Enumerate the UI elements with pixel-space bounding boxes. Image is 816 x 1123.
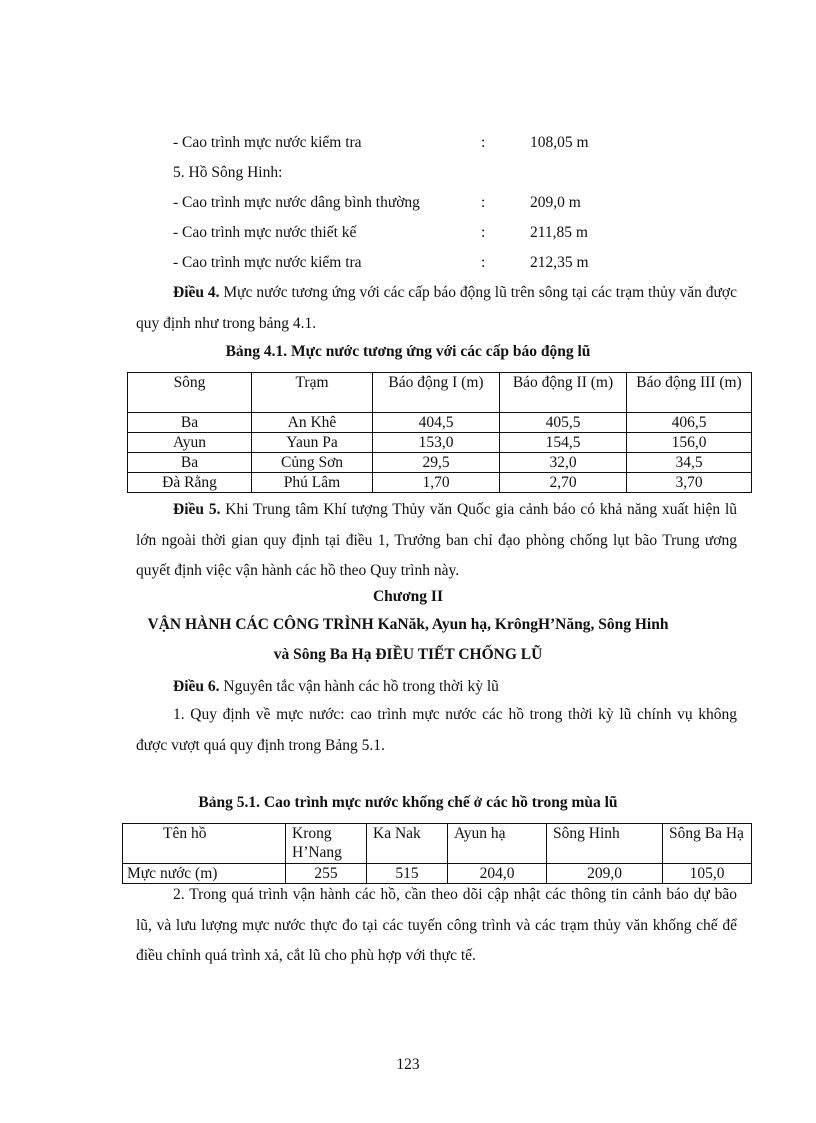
spec-value: 209,0 m — [530, 194, 581, 211]
spec-value: 108,05 m — [530, 134, 589, 151]
item2-paragraph: 2. Trong quá trình vận hành các hồ, cần theo dõi cập nhật các thông tin cảnh báo dự bão lũ, và lưu lượng mực nước thực đo tại các tuyến công trình và các trạm thủy văn khống chế để điều chỉnh quá trình xả, cắt lũ cho phù hợp với thực tế. — [136, 886, 737, 964]
table-row — [128, 433, 752, 453]
chapter-heading-line1: VẬN HÀNH CÁC CÔNG TRÌNH KaNăk, Ayun hạ, KrôngH’Năng, Sông Hinh — [147, 616, 669, 633]
section-heading: 5. Hồ Sông Hinh: — [173, 164, 283, 181]
table-cell: 3,70 — [627, 473, 752, 493]
spec-value: 211,85 m — [530, 224, 588, 241]
dieu6-text: Nguyên tắc vận hành các hồ trong thời kỳ lũ — [219, 678, 499, 695]
header-cell: Ka Nak — [367, 824, 448, 864]
header-cell: Trạm — [252, 373, 373, 413]
table-header-row — [123, 824, 752, 864]
table51-caption: Bảng 5.1. Cao trình mực nước khống chế ở các hồ trong mùa lũ — [198, 794, 618, 811]
table-cell: 29,5 — [373, 453, 500, 473]
header-cell: Báo động I (m) — [373, 373, 500, 413]
table-row — [128, 413, 752, 433]
page-number: 123 — [396, 1056, 420, 1073]
table-5-1 — [122, 823, 752, 884]
dieu4-text: Mực nước tương ứng với các cấp báo động lũ trên sông tại các trạm thủy văn được quy định như trong bảng 4.1. — [136, 284, 737, 332]
table-header-row — [128, 373, 752, 413]
header-cell: Sông — [128, 373, 252, 413]
table-cell: 2,70 — [500, 473, 627, 493]
chapter-title: Chương II — [372, 588, 443, 605]
table-row — [128, 453, 752, 473]
table-cell: 153,0 — [373, 433, 500, 453]
header-cell: Tên hồ — [123, 824, 286, 864]
header-cell: Sông Hinh — [547, 824, 663, 864]
table-cell: 515 — [367, 864, 448, 884]
spec-colon: : — [481, 254, 486, 271]
dieu5-title: Điều 5. — [173, 501, 221, 518]
table-4-1 — [127, 372, 752, 493]
spec-colon: : — [481, 224, 486, 241]
row-label: Mực nước (m) — [123, 864, 286, 884]
table-cell: 404,5 — [373, 413, 500, 433]
header-cell: Báo động II (m) — [500, 373, 627, 413]
table-cell: 105,0 — [663, 864, 752, 884]
spec-label: - Cao trình mực nước kiểm tra — [173, 134, 362, 151]
spec-value: 212,35 m — [530, 254, 589, 271]
header-cell: Sông Ba Hạ — [663, 824, 752, 864]
dieu6-heading — [173, 677, 499, 697]
spec-colon: : — [481, 194, 486, 211]
table-cell: 154,5 — [500, 433, 627, 453]
header-cell: Ayun hạ — [448, 824, 547, 864]
dieu4-paragraph — [136, 278, 737, 339]
table-cell: Yaun Pa — [252, 433, 373, 453]
dieu6-title: Điều 6. — [173, 678, 220, 695]
table-cell: 209,0 — [547, 864, 663, 884]
table-cell: Phú Lâm — [252, 473, 373, 493]
spec-label: - Cao trình mực nước kiểm tra — [173, 254, 362, 271]
table-cell: Ayun — [128, 433, 252, 453]
table41-caption: Bảng 4.1. Mực nước tương ứng với các cấp báo động lũ — [225, 343, 591, 360]
spec-colon: : — [481, 134, 486, 151]
table-cell: 1,70 — [373, 473, 500, 493]
table-cell: Củng Sơn — [252, 453, 373, 473]
header-cell: Krong H’Nang — [286, 824, 367, 864]
spec-label: - Cao trình mực nước dâng bình thường — [173, 194, 420, 211]
table-cell: 406,5 — [627, 413, 752, 433]
spec-label: - Cao trình mực nước thiết kế — [173, 224, 357, 241]
table-cell: 405,5 — [500, 413, 627, 433]
dieu5-paragraph — [136, 495, 737, 587]
table-row — [128, 473, 752, 493]
dieu5-text: Khi Trung tâm Khí tượng Thủy văn Quốc gia cảnh báo có khả năng xuất hiện lũ lớn ngoài thời gian quy định tại điều 1, Trưởng ban chỉ đạo phòng chống lụt bão Trung ương quyết định việc vận hành các hồ theo Quy trình này. — [136, 501, 738, 579]
chapter-heading-line2: và Sông Ba Hạ ĐIỀU TIẾT CHỐNG LŨ — [273, 646, 543, 663]
table-cell: 32,0 — [500, 453, 627, 473]
dieu6-item1: 1. Quy định về mực nước: cao trình mực nước các hồ trong thời kỳ lũ chính vụ không được vượt quá quy định trong Bảng 5.1. — [136, 706, 737, 754]
table-cell: Ba — [128, 413, 252, 433]
table-cell: 34,5 — [627, 453, 752, 473]
table-cell: An Khê — [252, 413, 373, 433]
table-cell: Đà Rằng — [128, 473, 252, 493]
table-cell: 204,0 — [448, 864, 547, 884]
header-cell: Báo động III (m) — [627, 373, 752, 413]
dieu4-title: Điều 4. — [173, 284, 220, 301]
table-cell: 156,0 — [627, 433, 752, 453]
table-cell: 255 — [286, 864, 367, 884]
table-cell: Ba — [128, 453, 252, 473]
